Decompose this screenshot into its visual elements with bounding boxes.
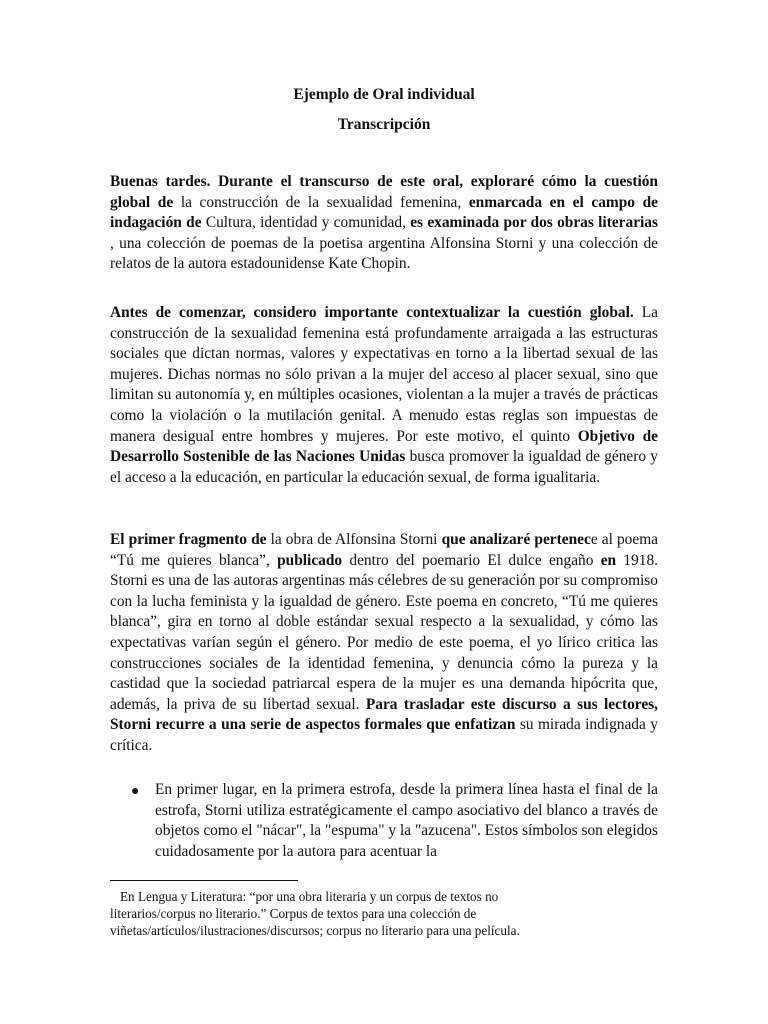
paragraph-context — [110, 303, 658, 488]
analysis-bold-4: en — [600, 551, 617, 569]
analysis-text-4: 1918. Storni es una de las autoras argentinas más célebres de su generación por su compromiso con la lucha feminista y la igualdad de género. Este poema en concreto, “Tú me quieres blanca”, gira en torno al doble estándar sexual respecto a la sexualidad, y cómo las expectativas varían según el género. Por medio de este poema, el yo lírico critica las construcciones sociales de la identidad femenina, y denuncia cómo la pureza y la castidad que la sociedad patriarcal espera de la mujer es una demanda hipócrita que, además, la priva de su libertad sexual. — [110, 551, 658, 713]
intro-text-1: la construcción de la sexualidad femenina, — [173, 193, 469, 211]
analysis-bold-1: El primer fragmento de — [110, 531, 267, 548]
footnote-line-1: En Lengua y Literatura: “por una obra literaria y un corpus de textos no — [120, 889, 499, 904]
analysis-text-1: la obra de Alfonsina Storni — [266, 531, 442, 548]
document-subtitle: Transcripción — [337, 116, 431, 133]
bullet-item: En primer lugar, en la primera estrofa, desde la primera línea hasta el final de la estrofa, Storni utiliza estratégicamente el campo asociativo del blanco a través de objetos como el "nácar", la "espuma" y la "azucena". Estos símbolos son elegidos cuidadosamente por la autora para acentuar la — [155, 781, 658, 860]
context-bold-2: Objetivo de Desarrollo Sostenible de las Naciones Unidas — [110, 427, 658, 466]
intro-bold-1: Buenas tardes. Durante el transcurso de este oral, exploraré cómo la cuestión global de — [110, 173, 658, 211]
bullet-point-icon: ● — [131, 784, 140, 799]
context-text-1: La construcción de la sexualidad femenina está profundamente arraigada a las estructuras sociales que dictan normas, valores y expectativas en torno a la libertad sexual de las mujeres. Dichas normas no sólo privan a la mujer del acceso al placer sexual, sino que limitan su autonomía y, en múltiples ocasiones, violentan a la mujer a través de prácticas como la violación o la mutilación genital. A menudo estas reglas son impuestas de manera desigual entre hombres y mujeres. Por este motivo, el quinto — [110, 304, 658, 445]
analysis-bold-3: publicado — [277, 551, 343, 569]
footnote-line-2: literarios/corpus no literario.” Corpus de textos para una colección de — [110, 905, 477, 921]
document-title: Ejemplo de Oral individual — [293, 86, 475, 103]
footnote-line-3: viñetas/artículos/ilustraciones/discursos; corpus no literario para una película. — [110, 922, 520, 938]
analysis-text-5: su mirada indignada y crítica. — [110, 716, 658, 754]
intro-text-3: , una colección de poemas de la poetisa argentina Alfonsina Storni y una colección de relatos de la autora estadounidense Kate Chopin. — [110, 234, 658, 273]
analysis-text-3: dentro del poemario El dulce engaño — [342, 551, 601, 569]
paragraph-analysis — [110, 530, 658, 757]
paragraph-intro — [110, 172, 658, 275]
context-text-2: busca promover la igualdad de género y el acceso a la educación, en particular la educación sexual, de forma igualitaria. — [110, 448, 659, 486]
intro-bold-2: enmarcada en el campo de indagación de — [110, 193, 659, 232]
analysis-bold-5: Para trasladar este discurso a sus lectores, Storni recurre a una serie de aspectos formales que enfatizan — [110, 695, 658, 734]
analysis-bold-2: que analizaré pertenec — [441, 531, 591, 548]
footnote-divider — [110, 880, 298, 881]
intro-bold-3: es examinada por dos obras literarias — [410, 214, 658, 232]
context-bold-1: Antes de comenzar, considero importante contextualizar la cuestión global. — [110, 304, 634, 321]
analysis-text-2: e al poema “Tú me quieres blanca”, — [110, 531, 658, 569]
intro-text-2: Cultura, identidad y comunidad, — [201, 214, 411, 232]
footnote — [110, 889, 610, 939]
